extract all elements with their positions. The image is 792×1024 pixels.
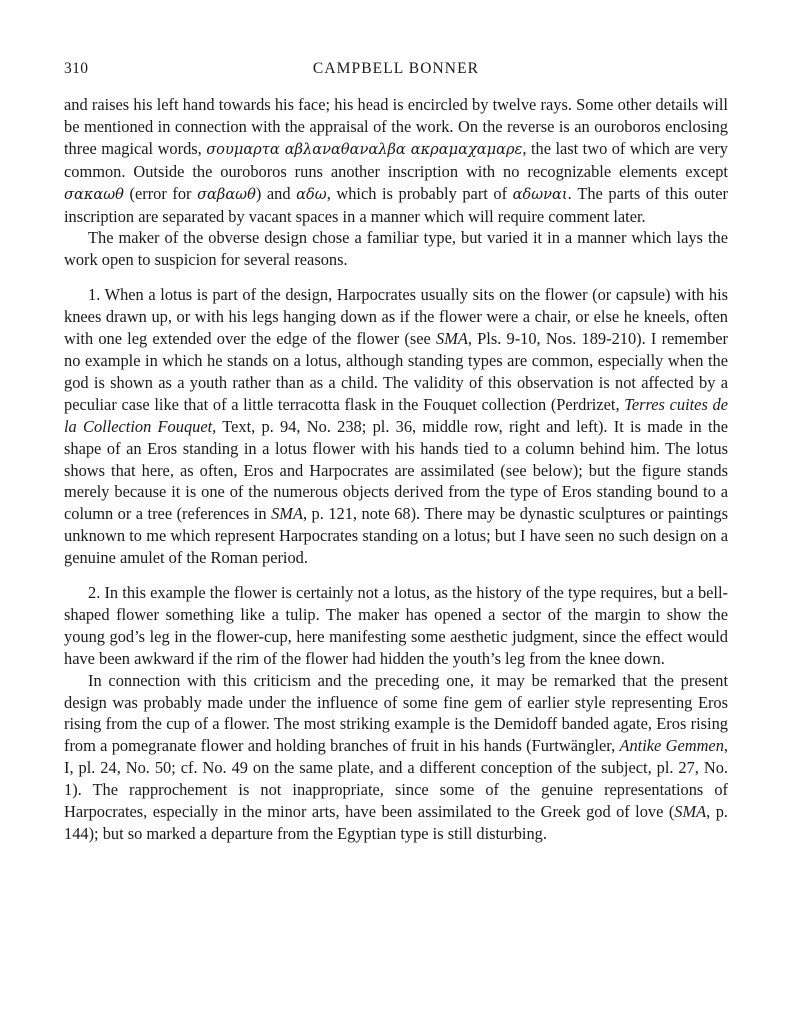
citation: Antike Gemmen — [619, 736, 724, 756]
greek-text: σαβαωθ — [197, 185, 256, 203]
body-text — [64, 94, 728, 845]
greek-text: σακαωθ — [64, 185, 124, 203]
citation: SMA — [674, 802, 707, 822]
paragraph: and raises his left hand towards his face; his head is encircled by twelve rays. Some other details will be mentioned in connection with the appraisal of the work. On the reverse is an ouroboros enclosing three magical words, σουμαρτα αβλαναθαναλβα ακραμαχαμαρε, the last two of which are very common. Outside the ouroboros runs another inscription with no recognizable elements except σακαωθ (error for σαβαωθ) and αδω, which is probably part of αδωναι. The parts of this outer inscription are separated by vacant spaces in a manner which will require comment later. — [64, 95, 728, 226]
greek-text: αδωναι — [512, 185, 568, 203]
citation: SMA — [271, 504, 303, 524]
page-header — [64, 60, 728, 84]
citation: SMA — [436, 329, 468, 349]
greek-text: σουμαρτα αβλαναθαναλβα ακραμαχαμαρε — [206, 140, 523, 158]
running-head: CAMPBELL BONNER — [312, 60, 480, 77]
greek-text: αδω — [296, 185, 327, 203]
numbered-paragraph: 2. In this example the flower is certainly not a lotus, as the history of the type requires, but a bell-shaped flower something like a tulip. The maker has opened a sector of the margin to show the young god’s leg in the flower-cup, here manifesting some aesthetic judgment, since the effect would have been awkward if the rim of the flower had hidden the youth’s leg from the knee down. — [64, 583, 728, 668]
numbered-paragraph: 1. When a lotus is part of the design, Harpocrates usually sits on the flower (or capsule) with his knees drawn up, or with his legs hanging down as if the flower were a chair, or else he kneels, often with one leg extended over the edge of the flower (see SMA, Pls. 9-10, Nos. 189-210). I remember no example in which he stands on a lotus, although standing types are common, especially when the god is shown as a youth rather than as a child. The validity of this observation is not affected by a peculiar case like that of a little terracotta flask in the Fouquet collection (Perdrizet, Terres cuites de la Collection Fouquet, Text, p. 94, No. 238; pl. 36, middle row, right and left). It is made in the shape of an Eros standing in a lotus flower with his hands tied to a column behind him. The lotus shows that here, as often, Eros and Harpocrates are assimilated (see below); but the figure stands merely because it is one of the numerous objects derived from the type of Eros standing bound to a column or a tree (references in SMA, p. 121, note 68). There may be dynastic sculptures or paintings unknown to me which represent Harpocrates standing on a lotus; but I have seen no such design on a genuine amulet of the Roman period. — [64, 285, 729, 568]
citation: Terres cuites de la Collection Fouquet, — [64, 394, 728, 436]
page-number: 310 — [64, 60, 89, 77]
paragraph: The maker of the obverse design chose a familiar type, but varied it in a manner which lays the work open to suspicion for several reasons. — [64, 228, 728, 270]
paragraph: In connection with this criticism and the preceding one, it may be remarked that the present design was probably made under the influence of some fine gem of earlier style representing Eros rising from the cup of a flower. The most striking example is the Demidoff banded agate, Eros rising from a pomegranate flower and holding branches of fruit in his hands (Furtwängler, Antike Gemmen, I, pl. 24, No. 50; cf. No. 49 on the same plate, and a different conception of the subject, pl. 27, No. 1). The rapprochement is not inappropriate, since some of the genuine representations of Harpocrates, especially in the minor arts, have been assimilated to the Greek god of love (SMA, p. 144); but so marked a departure from the Egyptian type is still disturbing. — [64, 670, 728, 843]
